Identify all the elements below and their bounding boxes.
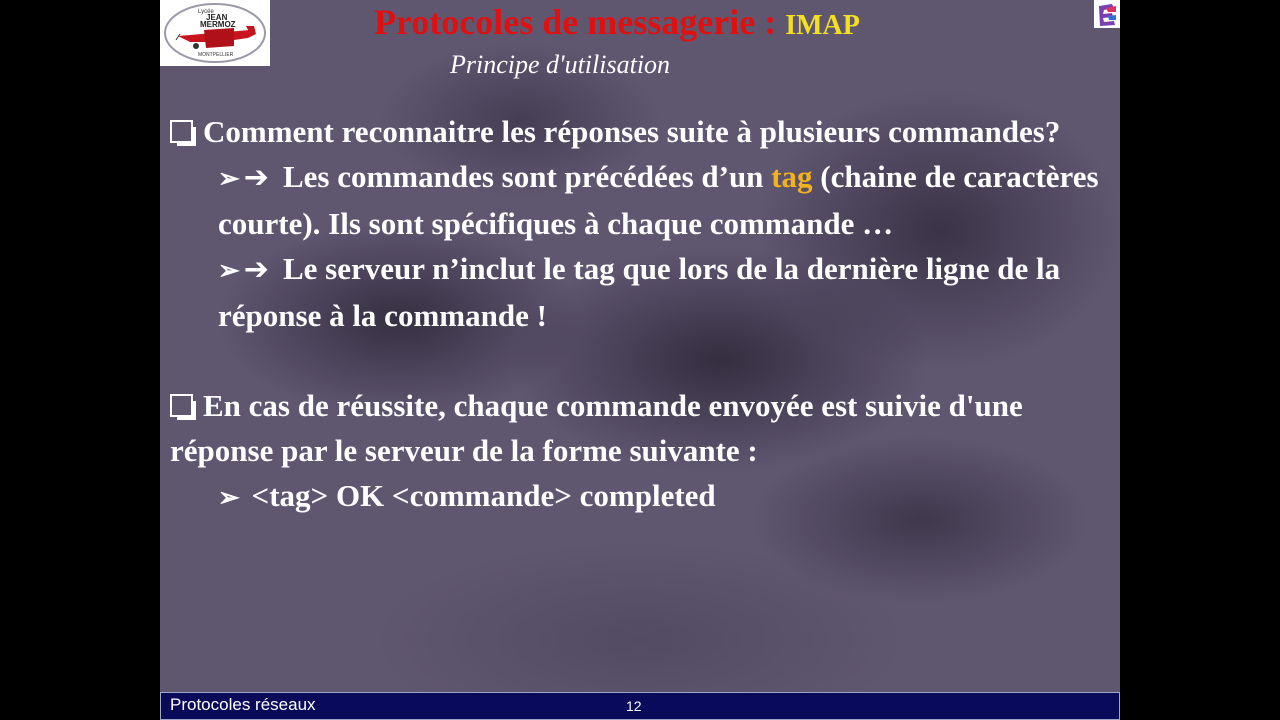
tag-highlight: tag xyxy=(771,159,813,194)
right-arrow-icon: ➔ xyxy=(243,160,269,195)
slide xyxy=(160,0,1120,720)
slide-subtitle: Principe d'utilisation xyxy=(450,50,671,79)
slide-title xyxy=(374,2,860,46)
q1-item-2-text: Le serveur n’inclut le tag que lors de la dernière ligne de la réponse à la commande ! xyxy=(218,251,1061,333)
arrowhead-icon: ➢ xyxy=(218,483,240,512)
square-bullet-icon xyxy=(170,120,193,143)
q2-item-text: <tag> OK <commande> completed xyxy=(251,478,716,513)
square-bullet-icon xyxy=(170,394,193,417)
school-logo xyxy=(160,0,270,66)
arrowhead-icon: ➢ xyxy=(218,256,240,285)
question-2-text: En cas de réussite, chaque commande envoyée est suivie d'une réponse par le serveur de la forme suivante : xyxy=(170,388,1023,468)
question-1-text: Comment reconnaitre les réponses suite à plusieurs commandes? xyxy=(203,114,1061,149)
page-number: 12 xyxy=(626,698,642,714)
q1-item-2 xyxy=(218,246,1110,338)
corner-logo-icon xyxy=(1094,0,1120,28)
slide-footer xyxy=(160,692,1120,720)
title-imap: IMAP xyxy=(785,10,860,41)
q1-item-1 xyxy=(218,154,1110,246)
q1-item-1-before: Les commandes sont précédées d’un xyxy=(282,159,772,194)
svg-text:MONTPELLIER: MONTPELLIER xyxy=(198,52,234,58)
spacer xyxy=(170,338,1110,383)
airplane-logo-icon xyxy=(160,0,270,66)
right-arrow-icon: ➔ xyxy=(243,252,269,287)
question-1 xyxy=(170,109,1110,154)
footer-label: Protocoles réseaux xyxy=(170,695,316,714)
title-main: Protocoles de messagerie : xyxy=(374,2,777,42)
q1-item-1-after: (chaine de caractères courte). Ils sont spécifiques à chaque commande … xyxy=(218,159,1099,241)
svg-text:JEAN: JEAN xyxy=(206,13,228,22)
q2-item xyxy=(218,473,1110,520)
arrowhead-icon: ➢ xyxy=(218,164,240,193)
question-2 xyxy=(170,383,1110,473)
svg-text:Lycée: Lycée xyxy=(198,9,214,15)
slide-content xyxy=(170,109,1110,520)
svg-text:MERMOZ: MERMOZ xyxy=(200,20,236,29)
